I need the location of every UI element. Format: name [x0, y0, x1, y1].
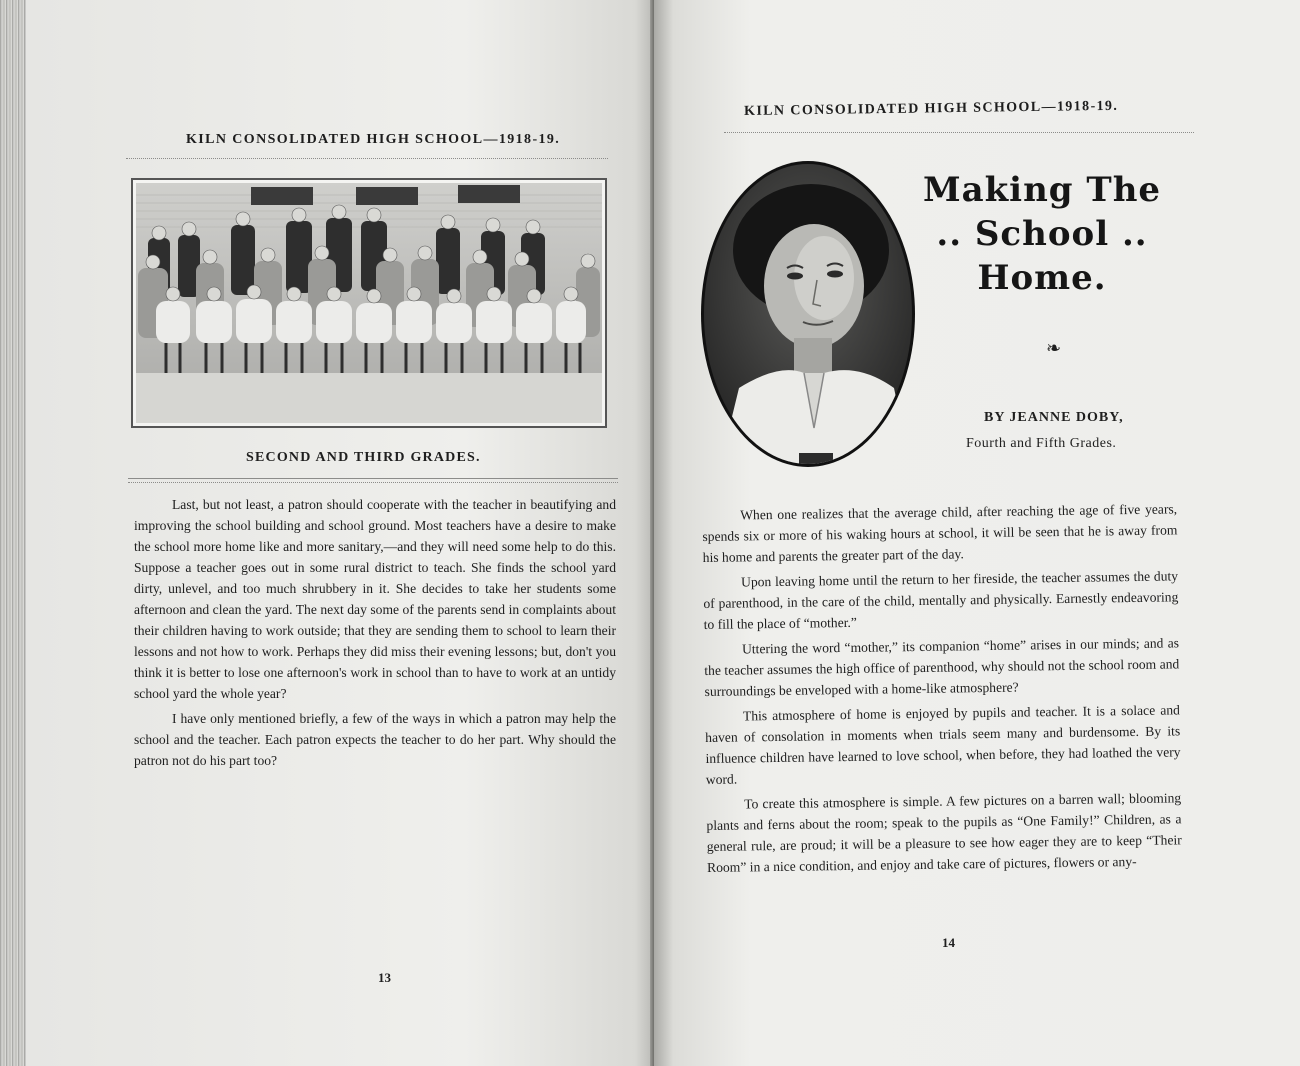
title-line: Home. — [977, 258, 1107, 298]
title-line: Making The — [922, 170, 1162, 210]
byline-grades: Fourth and Fifth Grades. — [966, 436, 1117, 451]
title-line: .. School .. — [936, 214, 1148, 254]
right-body-text — [702, 498, 1182, 882]
right-paragraph: Upon leaving home until the return to her fireside, the teacher assumes the duty of parenthood, in the care of the child, mentally and physically. Earnestly endeavoring to fill the place of “mother.” — [703, 568, 1179, 632]
head-rule-right — [724, 132, 1194, 133]
portrait-photo — [699, 158, 917, 470]
byline: BY JEANNE DOBY, — [984, 410, 1124, 425]
running-head-right: KILN CONSOLIDATED HIGH SCHOOL—1918-19. — [744, 98, 1119, 119]
caption-rule-dotted — [128, 482, 618, 483]
left-paragraph: I have only mentioned briefly, a few of the ways in which a patron may help the school and the teacher. Each patron expects the teacher to do her part. Why should the patron not do his part too? — [134, 711, 616, 768]
class-photo — [131, 178, 607, 428]
page-edges — [0, 0, 26, 1066]
article-title — [922, 168, 1162, 300]
left-body-text — [134, 494, 616, 775]
caption-rule — [128, 478, 618, 479]
head-rule-left — [126, 158, 608, 159]
photo-caption: SECOND AND THIRD GRADES. — [246, 450, 481, 465]
page-number-right: 14 — [942, 935, 955, 950]
portrait-image — [699, 158, 917, 470]
page-number-left: 13 — [378, 970, 391, 985]
right-paragraph: Uttering the word “mother,” its companion “home” arises in our minds; and as the teacher assumes the high office of parenthood, why should not the school room and surroundings be enveloped with a home-like atmosphere? — [704, 635, 1180, 699]
left-paragraph: Last, but not least, a patron should cooperate with the teacher in beautifying and improving the school building and school ground. Most teachers have a desire to make the school more home like and more sanitary,—and they will need some help to do this. Suppose a teacher goes out in some rural district to teach. She finds the school yard dirty, unlevel, and too much shrubbery in it. She decides to take her students some afternoon and clean the yard. The next day some of the parents send in complaints about their children having to work outside; that they are sending them to school to learn their lessons and not how to work. Perhaps they did miss their evening lessons; but, don't you think it is better to lose one afternoon's work in school than to have to work at an untidy school yard the whole year? — [134, 497, 616, 701]
running-head-left: KILN CONSOLIDATED HIGH SCHOOL—1918-19. — [186, 132, 561, 147]
left-page — [26, 0, 654, 1066]
right-paragraph: When one realizes that the average child, after reaching the age of five years, spends six or more of his waking hours at school, it will be seen that he is away from his home and parents the greater part of the day. — [702, 501, 1178, 565]
class-photo-image — [136, 183, 602, 423]
right-paragraph: This atmosphere of home is enjoyed by pupils and teacher. It is a solace and haven of consolation in moments when trials seem many and burdensome. By its influence children have learned to love school, when before, they had loathed the very word. — [705, 702, 1181, 787]
right-paragraph: To create this atmosphere is simple. A few pictures on a barren wall; blooming plants and ferns about the room; speak to the pupils as “One Family!” Children, as a general rule, are proud; it will be a pleasure to see how eager they are to keep “Their Room” in a nice condition, and enjoy and take care of pictures, flowers or any- — [706, 790, 1182, 875]
ornament-icon: ❧ — [1046, 338, 1062, 359]
right-page — [654, 0, 1300, 1066]
